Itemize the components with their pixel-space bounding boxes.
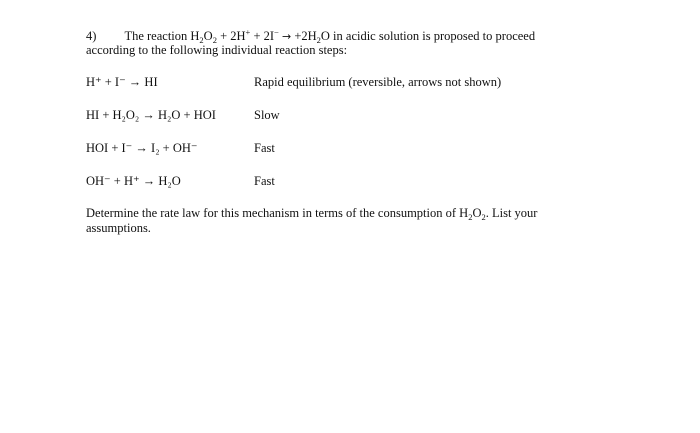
footer-species: $H_2O_2$ [459, 206, 486, 222]
reaction-arrow-icon: → [281, 30, 292, 43]
footer-line-2: assumptions. [86, 221, 151, 235]
step-3-equation: HOI + I⁻ → I₂ + OH⁻ [86, 141, 198, 155]
footer-suffix: . List your [485, 206, 538, 220]
intro-prefix: The reaction [124, 29, 188, 43]
question-intro-line-1 [86, 29, 535, 44]
intro-suffix: in acidic solution is proposed to proceed [333, 29, 536, 43]
question-intro-line-2: according to the following individual reaction steps: [86, 43, 348, 57]
question-number: 4) [86, 29, 97, 43]
step-1-equation: H⁺ + I⁻ → HI [86, 75, 158, 89]
step-1-rate: Rapid equilibrium (reversible, arrows not shown) [254, 75, 502, 89]
overall-reaction: $H_2O_2 + 2H^+ + 2I^- \to +2H_2O$ [190, 27, 330, 45]
footer-line-1 [86, 206, 537, 221]
step-4-equation: OH⁻ + H⁺ → H₂O [86, 174, 181, 188]
step-4-rate: Fast [254, 174, 275, 188]
step-3-rate: Fast [254, 141, 275, 155]
footer-prefix: Determine the rate law for this mechanism in terms of the consumption of [86, 206, 457, 220]
step-2-rate: Slow [254, 108, 280, 122]
step-2-equation: HI + H₂O₂ → H₂O + HOI [86, 108, 216, 122]
